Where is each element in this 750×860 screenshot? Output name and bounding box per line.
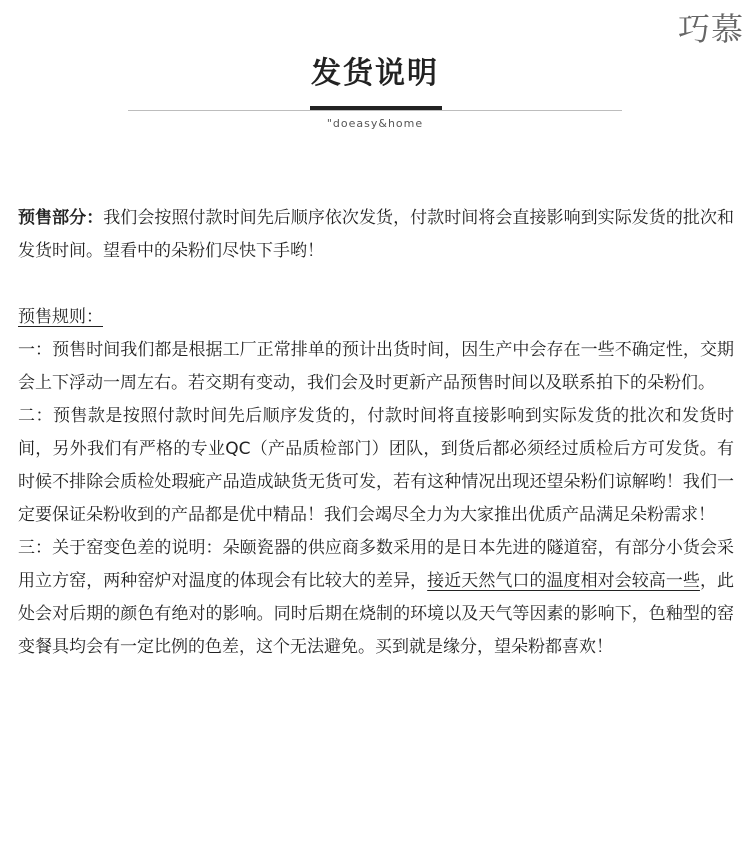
rule-three-part1: 三：关于窑变色差的说明：朵颐瓷器的供应商多数采用的是日本先进的隧道窑，有部分小货会采用立方窑，两种窑炉对温度的体现会有比较大的差异， (18, 538, 734, 591)
presale-intro-label: 预售部分： (18, 208, 104, 228)
title-underline-accent (310, 106, 442, 110)
rule-three-part2: ，此处会对后期的颜色有绝对的影响。同时后期在烧制的环境以及天气等因素的影响下，色釉型的窑变餐具均会有一定比例的色差，这个无法避免。买到就是缘分，望朵粉都喜欢！ (18, 571, 735, 657)
presale-intro-text: 我们会按照付款时间先后顺序依次发货，付款时间将会直接影响到实际发货的批次和发货时间。望看中的朵粉们尽快下手哟！ (18, 208, 735, 261)
document-body (18, 202, 734, 664)
brand-logo: 巧慕 (677, 10, 744, 48)
rule-three (18, 532, 734, 664)
page-title: 发货说明 (311, 56, 439, 91)
paragraph-gap (18, 268, 734, 301)
rules-heading: 预售规则： (18, 307, 103, 327)
presale-intro (18, 202, 734, 268)
title-divider (128, 110, 622, 111)
rules-heading-line (18, 301, 734, 334)
page-subtitle: "doeasy&home (326, 117, 424, 130)
rule-two: 二：预售款是按照付款时间先后顺序发货的，付款时间将直接影响到实际发货的批次和发货时间，另外我们有严格的专业QC（产品质检部门）团队，到货后都必须经过质检后方可发货。有时候不排除会质检处瑕疵产品造成缺货无货可发，若有这种情况出现还望朵粉们谅解哟！我们一定要保证朵粉收到的产品都是优中精品！我们会竭尽全力为大家推出优质产品满足朵粉需求！ (18, 406, 734, 525)
rule-one: 一：预售时间我们都是根据工厂正常排单的预计出货时间，因生产中会存在一些不确定性，交期会上下浮动一周左右。若交期有变动，我们会及时更新产品预售时间以及联系拍下的朵粉们。 (18, 340, 734, 393)
rule-three-underlined: 接近天然气口的温度相对会较高一些 (427, 571, 700, 591)
